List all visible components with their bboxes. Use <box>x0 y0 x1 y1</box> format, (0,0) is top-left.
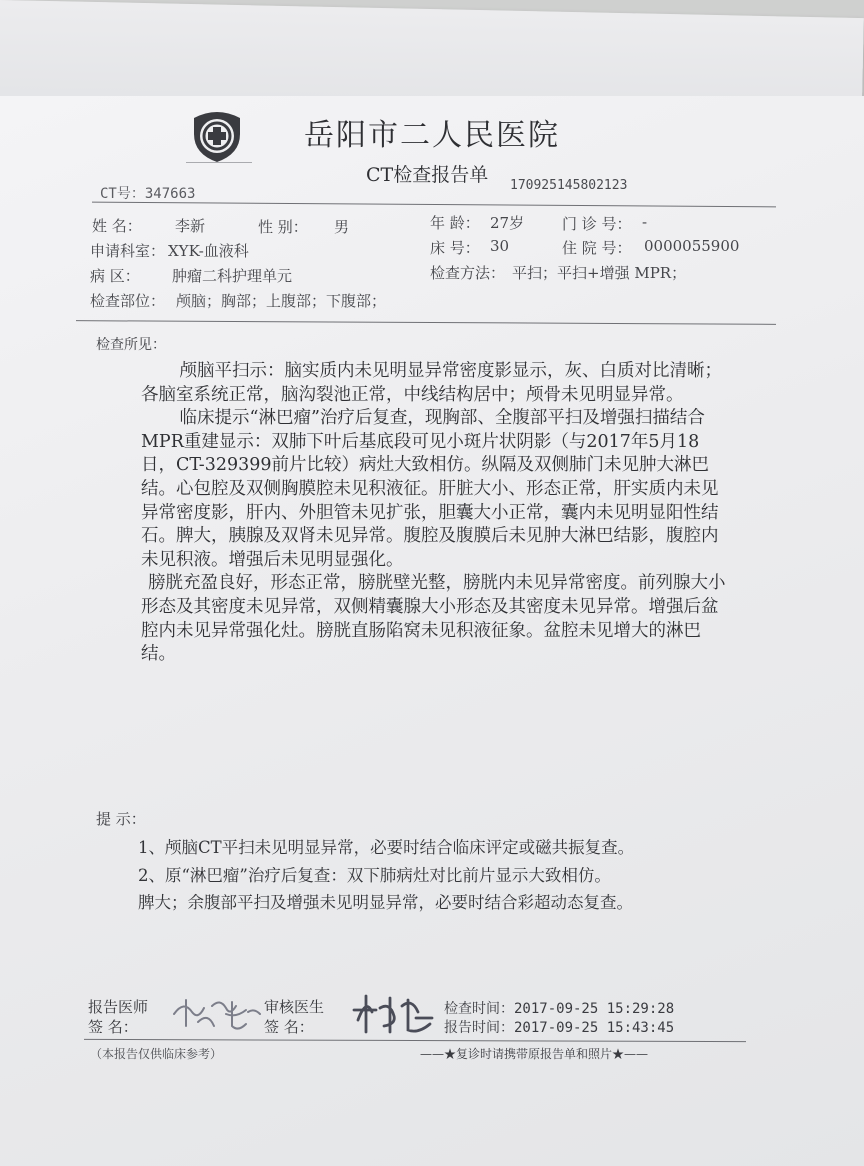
exam-method: 平扫；平扫+增强 MPR； <box>512 264 687 282</box>
method-label: 检查方法： <box>430 264 506 282</box>
info-divider <box>76 320 776 325</box>
review-doctor-sign-label: 签 名： <box>264 1018 314 1036</box>
name-label: 姓 名： <box>92 217 142 235</box>
inpatient-label: 住 院 号： <box>562 239 632 257</box>
impression-item: 脾大；余腹部平扫及增强未见明显异常，必要时结合彩超动态复查。 <box>138 893 633 912</box>
barcode-number: 170925145802123 <box>510 178 628 193</box>
outpatient-label: 门 诊 号： <box>562 215 632 233</box>
age-label: 年 龄： <box>430 214 480 232</box>
site-label: 检查部位： <box>90 292 166 310</box>
patient-name: 李新 <box>175 217 206 235</box>
findings-text <box>141 360 733 667</box>
inpatient-number: 0000055900 <box>644 237 740 255</box>
report-doctor-sign-label: 签 名： <box>88 1018 138 1036</box>
header-divider <box>92 202 776 208</box>
ward: 肿瘤二科护理单元 <box>172 267 293 285</box>
findings-label: 检查所见： <box>96 337 166 353</box>
request-dept: XYK-血液科 <box>168 242 249 260</box>
findings-paragraph: 颅脑平扫示：脑实质内未见明显异常密度影显示，灰、白质对比清晰；各脑室系统正常，脑沟裂池正常，中线结构居中；颅骨未见明显异常。 <box>141 361 722 405</box>
exam-time: 检查时间：2017-09-25 15:29:28 <box>444 1001 675 1017</box>
findings-paragraph: 膀胱充盈良好，形态正常，膀胱壁光整，膀胱内未见异常密度。前列腺大小形态及其密度未见异常，双侧精囊腺大小形态及其密度未见异常。增强后盆腔内未见异常强化灶。膀胱直肠陷窝未见积液征象。盆腔未见增大的淋巴结。 <box>141 573 726 665</box>
impression-label: 提 示： <box>96 810 146 828</box>
findings-paragraph: 临床提示“淋巴瘤”治疗后复查，现胸部、全腹部平扫及增强扫描结合MPR重建显示：双肺下叶后基底段可见小斑片状阴影（与2017年5月18日，CT-329399前片比较）病灶大致相仿。纵隔及双侧肺门未见肿大淋巴结。心包腔及双侧胸膜腔未见积液征。肝脏大小、形态正常，肝实质内未见异常密度影，肝内、外胆管未见扩张，胆囊大小正常，囊内未见明显阳性结石。脾大，胰腺及双肾未见异常。腹腔及腹膜后未见肿大淋巴结影，腹腔内未见积液。增强后未见明显强化。 <box>141 408 719 570</box>
impression-item: 1、颅脑CT平扫未见明显异常，必要时结合临床评定或磁共振复查。 <box>138 838 635 857</box>
footer-divider <box>84 1039 746 1042</box>
dept-label: 申请科室： <box>90 242 166 260</box>
disclaimer: （本报告仅供临床参考） <box>90 1047 223 1061</box>
report-time: 报告时间：2017-09-25 15:43:45 <box>444 1020 675 1036</box>
report-doctor-label: 报告医师 <box>88 998 149 1016</box>
outpatient-number: - <box>642 213 648 231</box>
ward-label: 病 区： <box>90 267 140 285</box>
bed-number: 30 <box>490 237 510 255</box>
report-doctor-signature <box>168 992 264 1034</box>
logo-caption <box>186 162 252 169</box>
exam-site: 颅脑；胸部；上腹部；下腹部； <box>176 292 387 310</box>
review-doctor-signature <box>350 990 436 1038</box>
report-type-title: CT检查报告单 <box>366 164 489 186</box>
impression-item: 2、原“淋巴瘤”治疗后复查：双下肺病灶对比前片显示大致相仿。 <box>138 866 611 885</box>
patient-sex: 男 <box>334 218 350 236</box>
hospital-logo-icon <box>186 108 248 164</box>
patient-age: 27岁 <box>490 214 525 232</box>
hospital-name: 岳阳市二人民医院 <box>304 118 560 153</box>
sex-label: 性 别： <box>258 218 308 236</box>
ct-number: CT号：347663 <box>100 186 196 202</box>
bed-label: 床 号： <box>430 239 480 257</box>
review-doctor-label: 审核医生 <box>264 998 325 1016</box>
follow-up-notice: ——★复诊时请携带原报告单和照片★—— <box>420 1047 649 1061</box>
